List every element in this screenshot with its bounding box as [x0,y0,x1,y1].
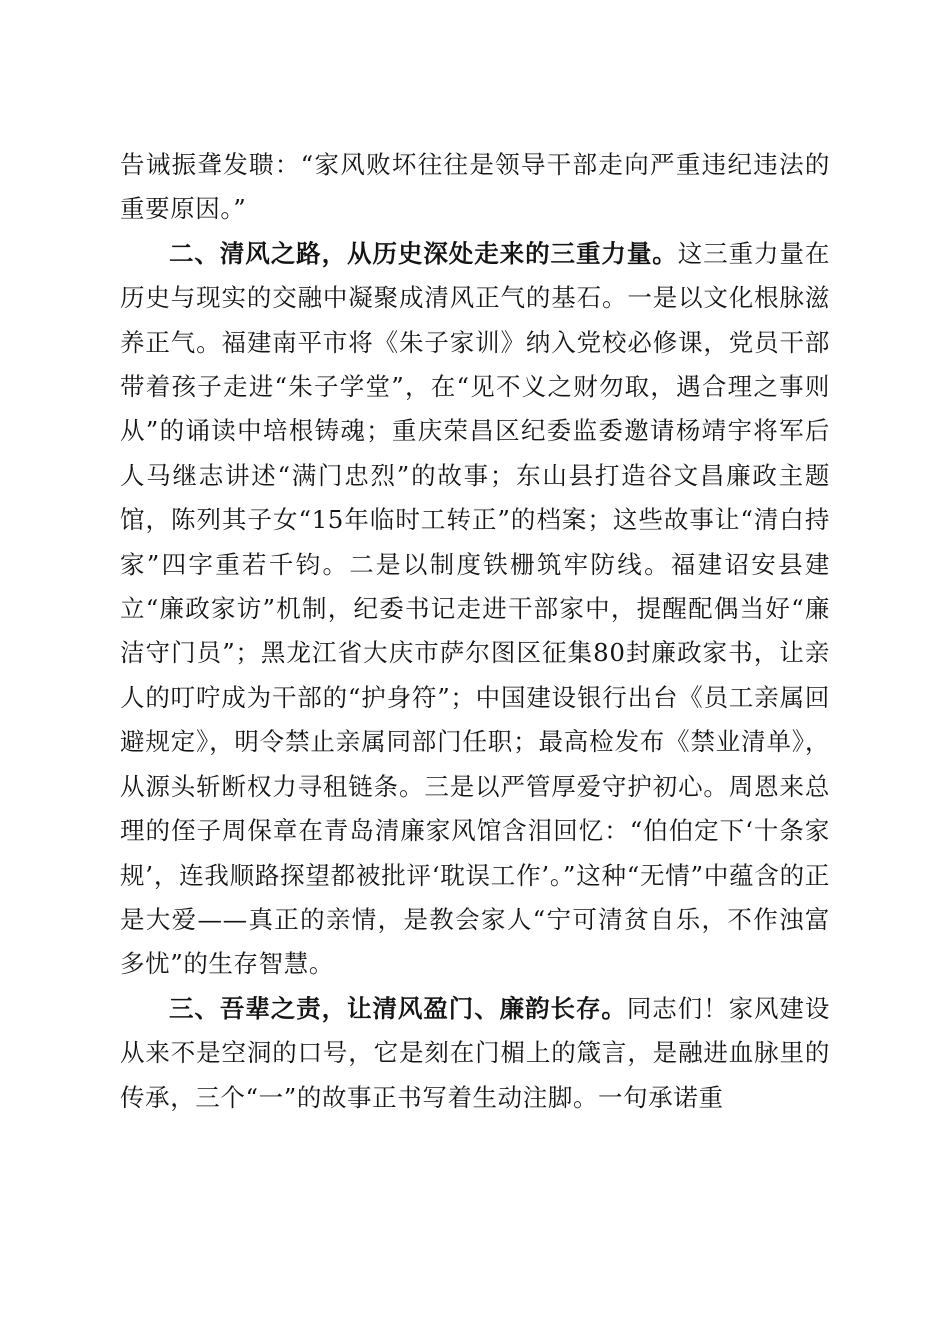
paragraph-continuation [120,143,830,232]
section-heading-two: 二、清风之路，从历史深处走来的三重力量。 [169,238,678,268]
paragraph-section-two [120,232,830,987]
paragraph-section-three [120,987,830,1120]
document-body [120,143,830,1120]
paragraph-text: 同志们！家风建设从来不是空洞的口号，它是刻在门楣上的箴言，是融进血脉里的传承，三个“一”的故事正书写着生动注脚。一句承诺重 [120,993,830,1112]
paragraph-text: 告诫振聋发聩：“家风败坏往往是领导干部走向严重违纪违法的重要原因。” [120,150,830,224]
paragraph-text: 这三重力量在历史与现实的交融中凝聚成清风正气的基石。一是以文化根脉滋养正气。福建南平市将《朱子家训》纳入党校必修课，党员干部带着孩子走进“朱子学堂”，在“见不义之财勿取，遇合理之事则从”的诵读中培根铸魂；重庆荣昌区纪委监委邀请杨靖宇将军后人马继志讲述“满门忠烈”的故事；东山县打造谷文昌廉政主题馆，陈列其子女“15年临时工转正”的档案；这些故事让“清白持家”四字重若千钧。二是以制度铁栅筑牢防线。福建诏安县建立“廉政家访”机制，纪委书记走进干部家中，提醒配偶当好“廉洁守门员”；黑龙江省大庆市萨尔图区征集80封廉政家书，让亲人的叮咛成为干部的“护身符”；中国建设银行出台《员工亲属回避规定》，明令禁止亲属同部门任职；最高检发布《禁业清单》，从源头斩断权力寻租链条。三是以严管厚爱守护初心。周恩来总理的侄子周保章在青岛清廉家风馆含泪回忆：“伯伯定下‘十条家规’，连我顺路探望都被批评‘耽误工作’。”这种“无情”中蕴含的正是大爱——真正的亲情，是教会家人“宁可清贫自乐，不作浊富多忧”的生存智慧。 [120,238,830,979]
section-heading-three: 三、吾辈之责，让清风盈门、廉韵长存。 [169,993,627,1023]
